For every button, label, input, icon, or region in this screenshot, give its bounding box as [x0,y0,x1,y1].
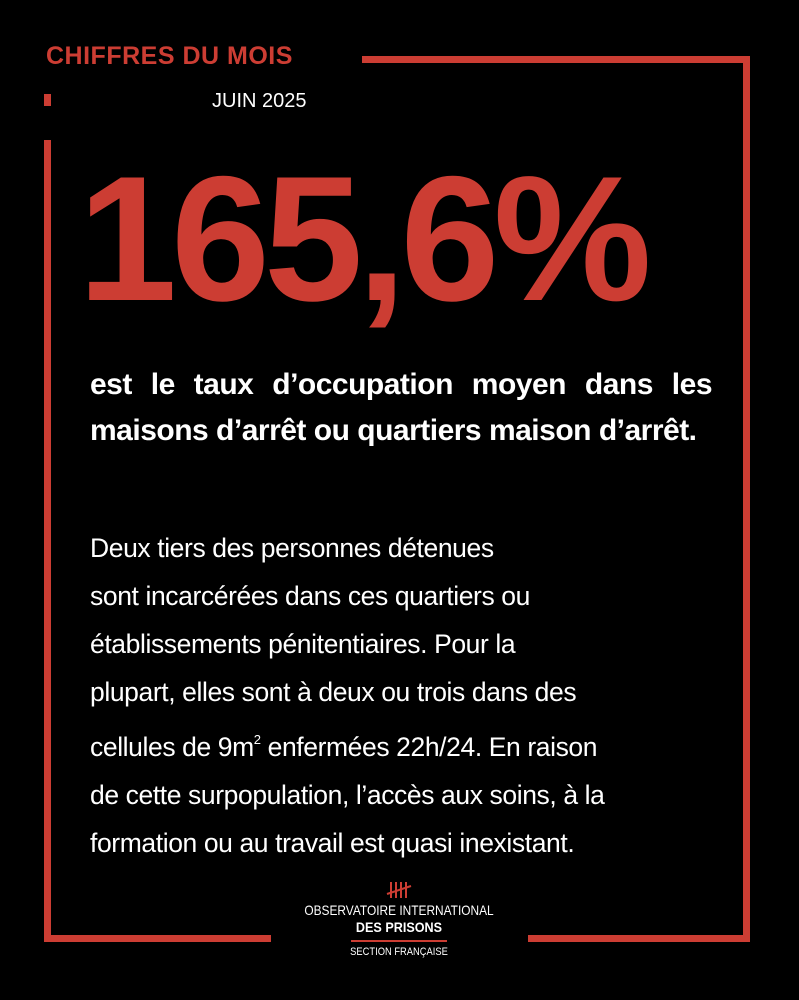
oip-logo [282,880,516,959]
logo-line-prisons: DES PRISONS [355,919,443,935]
headline-statistic: 165,6% [78,139,646,338]
body-line-with-superscript [90,716,730,771]
body-line-part: cellules de 9m [90,732,254,762]
logo-line-organization: OBSERVATOIRE INTERNATIONAL [304,902,494,918]
frame-bottom-left-border [44,935,271,942]
body-line: plupart, elles sont à deux ou trois dans des [90,677,577,707]
header-date: JUIN 2025 [212,90,307,112]
frame-left-border-stub [44,94,51,106]
logo-divider [351,940,447,942]
body-line: de cette surpopulation, l’accès aux soins, à la [90,780,605,810]
frame-left-border [44,140,51,942]
body-line: Deux tiers des personnes détenues [90,533,494,563]
frame-bottom-right-border [528,935,750,942]
body-line: formation ou au travail est quasi inexistant. [90,828,575,858]
body-line: sont incarcérées dans ces quartiers ou [90,581,530,611]
body-line-part: enfermées 22h/24. En raison [260,732,598,762]
logo-line-section: SECTION FRANÇAISE [350,946,448,958]
tally-marks-icon [386,880,412,900]
header-title: CHIFFRES DU MOIS [46,42,293,70]
frame-right-border [743,56,750,942]
lead-statement: est le taux d’occupation moyen dans les maisons d’arrêt ou quartiers maison d’arrêt. [90,368,712,447]
square-superscript: 2 [253,732,261,747]
body-paragraph [90,524,730,867]
body-line: établissements pénitentiaires. Pour la [90,629,516,659]
frame-top-border [362,56,750,63]
